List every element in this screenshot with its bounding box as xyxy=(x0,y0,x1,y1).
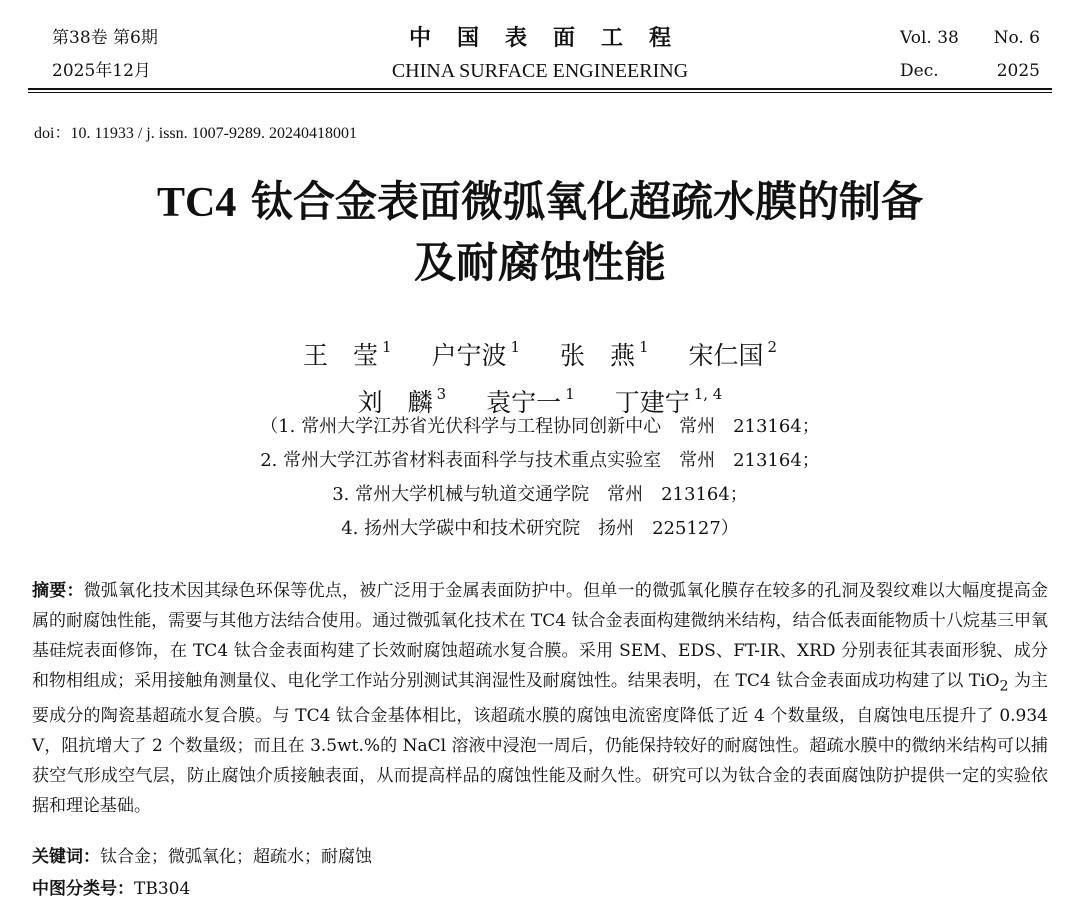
classification xyxy=(32,874,190,904)
abstract xyxy=(32,576,1048,821)
volume-en: Vol. 38 xyxy=(900,28,959,48)
year-en: 2025 xyxy=(996,61,1040,81)
affiliation: 4. 扬州大学碳中和技术研究院 扬州 225127） xyxy=(341,518,739,539)
journal-title-en: CHINA SURFACE ENGINEERING xyxy=(391,60,689,82)
title-prefix: TC4 xyxy=(157,180,237,226)
title-line-1-rest: 钛合金表面微弧氧化超疏水膜的制备 xyxy=(236,177,923,226)
author-list xyxy=(0,328,1080,422)
author: 王 莹 $^1$ xyxy=(302,338,392,370)
abstract-text: 微弧氧化技术因其绿色环保等优点，被广泛用于金属表面防护中。但单一的微弧氧化膜存在较多的孔洞及裂纹难以大幅度提高金属的耐腐蚀性能，需要与其他方法结合使用。通过微弧氧化技术在 TC4 钛合金表面构建微纳米结构，结合低表面能物质十八烷基三甲氧基硅烷表面修饰，在 TC4 钛合金表面构建了长效耐腐蚀超疏水复合膜。采用 SEM、EDS、FT-IR、XRD 分别表征其表面形貌、成分和物相组成；采用接触角测量仪、电化学工作站分别测试其润湿性及耐腐蚀性。结果表明，在 TC4 钛合金表面成功构建了以 TiO xyxy=(32,581,1049,691)
paper-title xyxy=(0,172,1080,293)
abstract-label: 摘要： xyxy=(32,581,84,601)
affiliation: （1. 常州大学江苏省光伏科学与工程协同创新中心 常州 213164； xyxy=(260,416,820,437)
header-rule-thick xyxy=(28,88,1052,90)
doi: doi：10. 11933 / j. issn. 1007-9289. 20240418001 xyxy=(34,125,357,142)
title-line-1 xyxy=(0,172,1080,233)
author: 刘 麟 $^3$ xyxy=(357,385,447,417)
affiliations xyxy=(0,410,1080,546)
keywords-label: 关键词： xyxy=(32,847,100,867)
author: 宋仁国 $^2$ xyxy=(688,338,778,370)
header-center xyxy=(300,22,780,88)
author: 张 燕 $^1$ xyxy=(559,338,649,370)
author: 丁建宁 $^{1, 4}$ xyxy=(614,385,723,417)
publication-date: 2025年12月 xyxy=(52,61,151,81)
author: 户宁波 $^1$ xyxy=(431,338,521,370)
header-right xyxy=(900,22,1040,88)
keywords-text: 钛合金；微弧氧化；超疏水；耐腐蚀 xyxy=(100,847,372,867)
journal-title-cn: 中国表面工程 xyxy=(408,25,697,51)
affiliation: 2. 常州大学江苏省材料表面科学与技术重点实验室 常州 213164； xyxy=(260,450,820,471)
volume-issue: 第38卷 第6期 xyxy=(52,28,158,48)
keywords xyxy=(32,842,372,872)
author-row-1 xyxy=(0,328,1080,375)
abstract-text-cont: 为主要成分的陶瓷基超疏水复合膜。与 TC4 钛合金基体相比，该超疏水膜的腐蚀电流密度降低了近 4 个数量级，自腐蚀电压提升了 0.934 V，阻抗增大了 2 个数量级；而且在 3.5wt.%的 NaCl 溶液中浸泡一周后，仍能保持较好的耐腐蚀性。超疏水膜中的微纳米结构可以捕获空气形成空气层，防止腐蚀介质接触表面，从而提高样品的腐蚀性能及耐久性。研究可以为钛合金的表面腐蚀防护提供一定的实验依据和理论基础。 xyxy=(32,671,1049,817)
author: 袁宁一 $^1$ xyxy=(486,385,575,417)
title-line-2: 及耐腐蚀性能 xyxy=(413,238,666,287)
month-en: Dec. xyxy=(900,61,939,81)
issue-en: No. 6 xyxy=(993,28,1040,48)
header-rule-thin xyxy=(28,92,1052,93)
affiliation: 3. 常州大学机械与轨道交通学院 常州 213164； xyxy=(332,484,748,505)
header-left xyxy=(52,22,212,88)
abstract-subscript: 2 xyxy=(999,678,1009,695)
classification-text: TB304 xyxy=(134,879,191,899)
classification-label: 中图分类号： xyxy=(32,879,134,899)
